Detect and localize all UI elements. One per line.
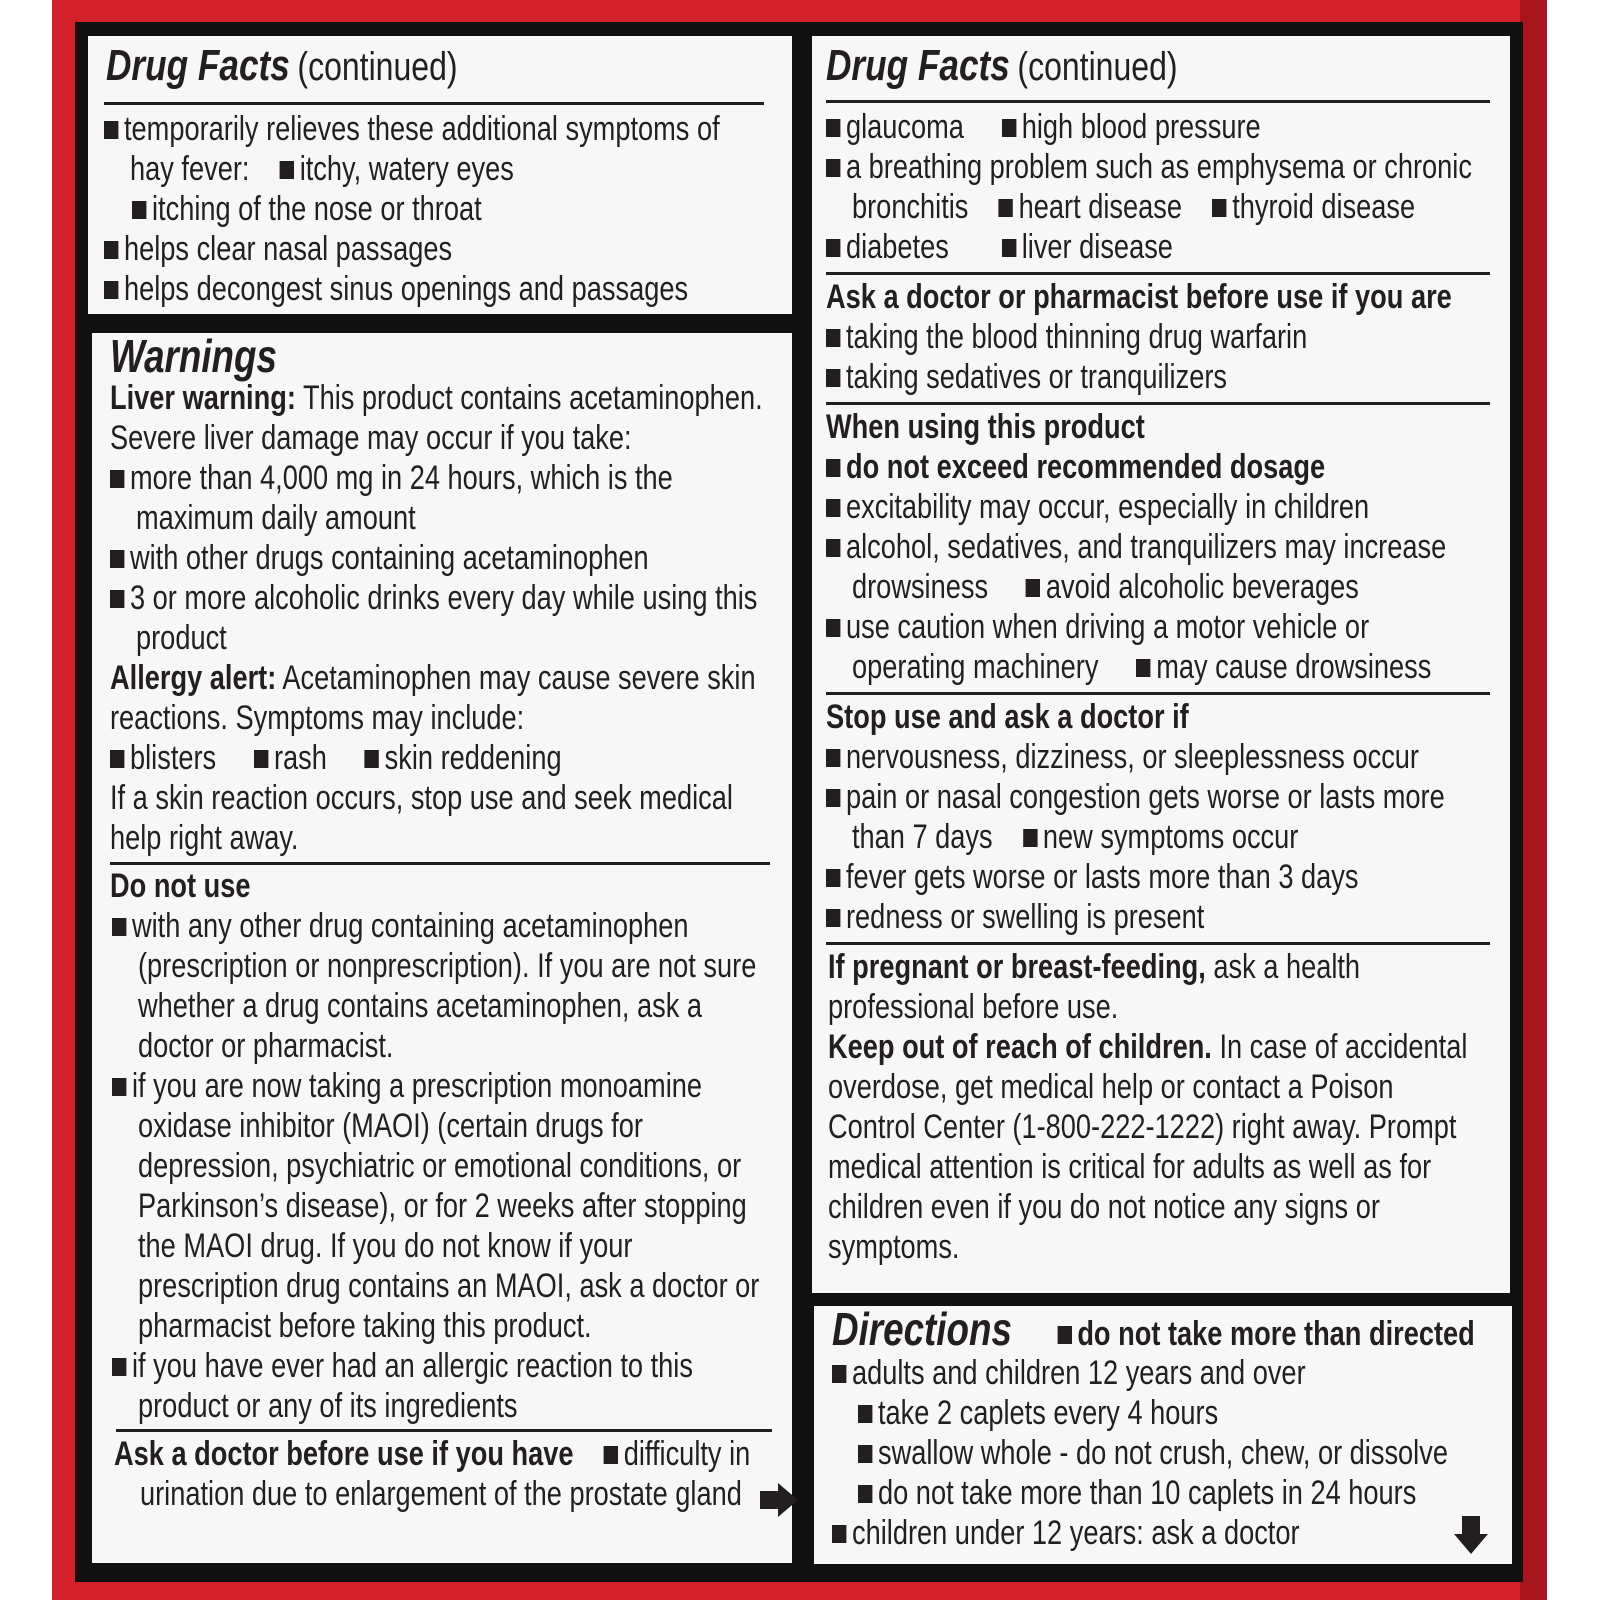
divider [826,942,1490,945]
divider [116,1429,772,1432]
list-item-cont: prescription drug contains an MAOI, ask a doctor or [138,1267,760,1305]
list-item-cont: urination due to enlargement of the prostate gland [140,1475,742,1513]
list-item-cont: oxidase inhibitor (MAOI) (certain drugs for [138,1107,643,1145]
pregnancy-text: professional before use. [828,988,1119,1026]
uses-panel [88,36,792,314]
list-item: more than 4,000 mg in 24 hours, which is the [110,461,673,495]
pregnancy-warning: If pregnant or breast-feeding, ask a health [828,948,1361,986]
divider [826,272,1490,275]
keep-out-text: Control Center (1-800-222-1222) right away. Prompt [828,1108,1457,1146]
allergy-text: reactions. Symptoms may include: [110,699,525,737]
list-item: take 2 caplets every 4 hours [858,1396,1218,1430]
list-item: children under 12 years: ask a doctor [832,1516,1300,1550]
list-item: 3 or more alcoholic drinks every day while using this [110,581,757,615]
list-item: adults and children 12 years and over [832,1356,1306,1390]
warnings-panel [92,330,792,1563]
list-item: taking sedatives or tranquilizers [826,360,1227,394]
condition-list: diabetes liver disease [826,230,1173,264]
list-item: nervousness, dizziness, or sleeplessness occur [826,740,1419,774]
reaction-text: If a skin reaction occurs, stop use and seek medical [110,779,733,817]
condition-list: glaucoma high blood pressure [826,110,1261,144]
keep-out-warning: Keep out of reach of children. In case of accidental [828,1028,1468,1066]
list-item: alcohol, sedatives, and tranquilizers may increase [826,530,1446,564]
do-not-use-heading: Do not use [110,867,251,905]
list-item: do not take more than 10 caplets in 24 hours [858,1476,1416,1510]
list-item: if you are now taking a prescription monoamine [112,1069,702,1103]
list-item: fever gets worse or lasts more than 3 days [826,860,1359,894]
list-item: excitability may occur, especially in children [826,490,1369,524]
uses-line: hay fever: itchy, watery eyes [130,150,514,188]
directions-panel [814,1303,1512,1564]
panel-title: Drug Facts (continued) [106,41,458,90]
condition-list: bronchitis heart disease thyroid disease [852,188,1416,226]
arrow-down-icon [1454,1516,1488,1554]
keep-out-text: medical attention is critical for adults as well as for [828,1148,1432,1186]
uses-line: temporarily relieves these additional symptoms of [104,112,720,146]
ask-pharmacist-heading: Ask a doctor or pharmacist before use if you are [826,278,1452,316]
symptom-list: blisters rash skin reddening [110,741,562,775]
list-item-cont: than 7 days new symptoms occur [852,818,1299,856]
liver-warning: Liver warning: This product contains acetaminophen. [110,379,763,417]
keep-out-text: symptoms. [828,1228,960,1266]
panel-title: Drug Facts (continued) [826,41,1178,90]
list-item: pain or nasal congestion gets worse or lasts more [826,780,1445,814]
divider [110,862,770,865]
carton-edge-shade [1520,0,1547,1600]
uses-line: itching of the nose or throat [132,192,482,226]
keep-out-text: overdose, get medical help or contact a Poison [828,1068,1394,1106]
list-item-cont: product or any of its ingredients [138,1387,518,1425]
list-item-cont: the MAOI drug. If you do not know if your [138,1227,633,1265]
list-item: if you have ever had an allergic reaction to this [112,1349,693,1383]
list-item-cont: Parkinson’s disease), or for 2 weeks after stopping [138,1187,747,1225]
arrow-right-icon [760,1483,798,1517]
when-using-heading: When using this product [826,408,1145,446]
directions-heading: Directions do not take more than directed [832,1303,1475,1355]
list-item-cont: (prescription or nonprescription). If you are not sure [138,947,757,985]
list-item-cont: drowsiness avoid alcoholic beverages [852,568,1359,606]
reaction-text: help right away. [110,819,299,857]
keep-out-text: children even if you do not notice any signs or [828,1188,1380,1226]
list-item-cont: operating machinery may cause drowsiness [852,648,1432,686]
list-item-cont: maximum daily amount [136,499,416,537]
divider [104,102,764,105]
condition-list: a breathing problem such as emphysema or chronic [826,150,1472,184]
uses-line: helps clear nasal passages [104,232,452,266]
list-item-cont: product [136,619,227,657]
list-item: do not exceed recommended dosage [826,450,1325,484]
divider [826,100,1490,103]
list-item-cont: pharmacist before taking this product. [138,1307,592,1345]
list-item: use caution when driving a motor vehicle or [826,610,1369,644]
uses-line: helps decongest sinus openings and passages [104,272,688,306]
list-item: with any other drug containing acetaminophen [112,909,688,943]
allergy-alert: Allergy alert: Acetaminophen may cause severe skin [110,659,756,697]
list-item: redness or swelling is present [826,900,1204,934]
liver-warning-text: Severe liver damage may occur if you take: [110,419,632,457]
list-item-cont: whether a drug contains acetaminophen, ask a [138,987,703,1025]
list-item-cont: doctor or pharmacist. [138,1027,394,1065]
list-item: swallow whole - do not crush, chew, or dissolve [858,1436,1448,1470]
divider [826,692,1490,695]
list-item: taking the blood thinning drug warfarin [826,320,1307,354]
divider [826,402,1490,405]
list-item-cont: depression, psychiatric or emotional conditions, or [138,1147,742,1185]
ask-doctor-heading: Ask a doctor before use if you have difficulty in [114,1435,751,1473]
list-item: with other drugs containing acetaminophen [110,541,649,575]
right-panel [812,36,1510,1293]
stop-use-heading: Stop use and ask a doctor if [826,698,1189,736]
warnings-title: Warnings [110,330,277,382]
